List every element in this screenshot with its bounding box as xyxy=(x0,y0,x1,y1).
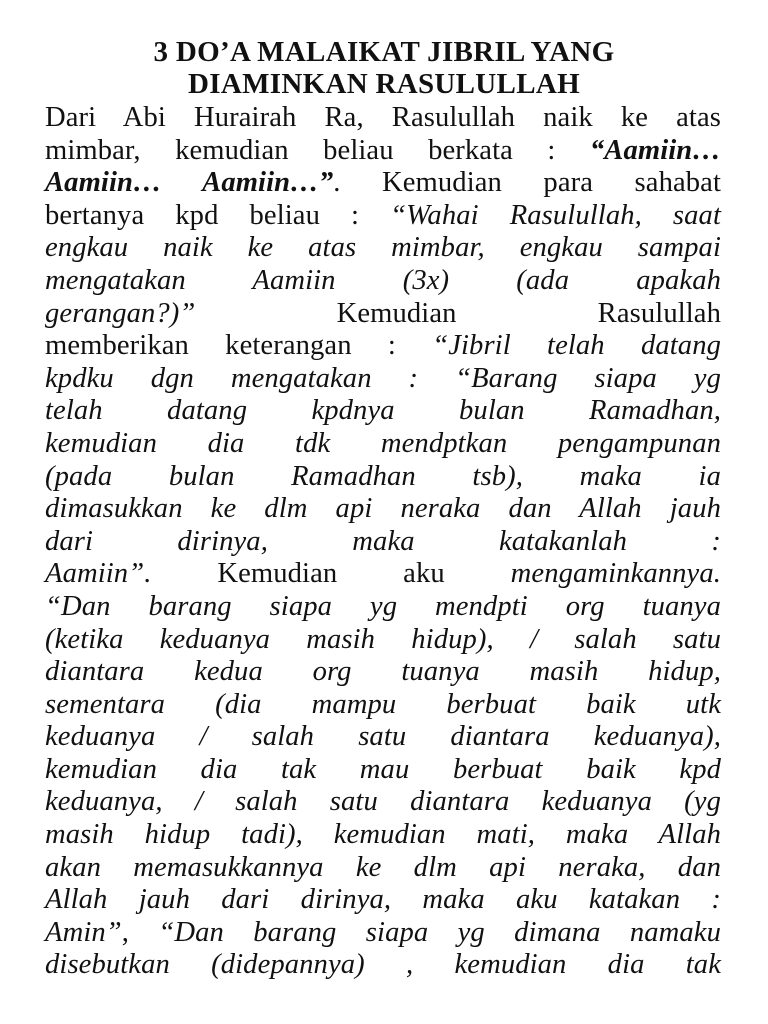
text-run: (ketika keduanya masih hidup), / salah satu xyxy=(45,623,721,655)
title-line-1: 3 DO’A MALAIKAT JIBRIL YANG xyxy=(153,36,615,68)
text-run: “Jibril telah datang xyxy=(432,330,722,362)
text-line xyxy=(45,135,721,168)
text-run: Allah jauh dari dirinya, maka aku katakan : xyxy=(45,884,721,916)
text-run: “Aamiin… xyxy=(589,134,721,166)
text-line xyxy=(45,428,721,461)
text-line xyxy=(45,689,721,722)
text-run: gerangan?)” xyxy=(45,297,196,329)
text-run: mimbar, kemudian beliau berkata : xyxy=(45,134,590,166)
body-paragraph xyxy=(45,102,721,982)
text-line xyxy=(45,754,721,787)
document-title xyxy=(0,0,768,100)
text-run: Dari Abi Hurairah Ra, Rasulullah naik ke atas xyxy=(45,102,721,133)
text-run: telah datang kpdnya bulan Ramadhan, xyxy=(45,395,721,427)
text-run: “Dan barang siapa yg mendpti org tuanya xyxy=(45,590,721,622)
text-run: mengaminkannya. xyxy=(510,558,721,590)
text-line xyxy=(45,624,721,657)
text-line xyxy=(45,786,721,819)
text-run: sementara (dia mampu berbuat baik utk xyxy=(45,688,721,720)
text-line xyxy=(45,819,721,852)
text-run: bertanya kpd beliau : xyxy=(45,199,391,231)
text-line xyxy=(45,200,721,233)
text-line xyxy=(45,102,721,135)
text-run: Amin” xyxy=(45,916,122,948)
text-run: kemudian dia tdk mendptkan pengampunan xyxy=(45,427,721,459)
text-run: . Kemudian para sahabat xyxy=(333,167,721,199)
text-run: dari dirinya, maka katakanlah : xyxy=(45,525,721,557)
text-run: , xyxy=(121,916,159,948)
text-line xyxy=(45,656,721,689)
text-run: keduanya, / salah satu diantara keduanya (yg xyxy=(45,786,721,818)
text-run: diantara kedua org tuanya masih hidup, xyxy=(45,656,721,688)
text-line xyxy=(45,330,721,363)
text-line xyxy=(45,591,721,624)
text-line xyxy=(45,526,721,559)
text-line xyxy=(45,558,721,591)
text-line xyxy=(45,852,721,885)
text-run: akan memasukkannya ke dlm api neraka, dan xyxy=(45,851,721,883)
text-line xyxy=(45,167,721,200)
text-run: kpdku dgn mengatakan : “Barang siapa yg xyxy=(45,362,721,394)
text-run: dimasukkan ke dlm api neraka dan Allah jauh xyxy=(45,493,721,525)
text-run: masih hidup tadi), kemudian mati, maka Allah xyxy=(45,819,721,851)
text-line xyxy=(45,298,721,331)
text-run: engkau naik ke atas mimbar, engkau sampai xyxy=(45,232,721,264)
text-line xyxy=(45,493,721,526)
text-run: Aamiin”. xyxy=(45,558,152,590)
text-line xyxy=(45,949,721,982)
text-run: keduanya / salah satu diantara keduanya), xyxy=(45,721,721,753)
text-run: kemudian dia tak mau berbuat baik kpd xyxy=(45,753,721,785)
text-run: mengatakan Aamiin (3x) (ada apakah xyxy=(45,264,721,296)
text-run: Kemudian aku xyxy=(151,558,511,590)
text-run: memberikan keterangan : xyxy=(45,330,433,362)
text-line xyxy=(45,363,721,396)
text-run: (pada bulan Ramadhan tsb), maka ia xyxy=(45,460,721,492)
text-line xyxy=(45,395,721,428)
text-run: “Wahai Rasulullah, saat xyxy=(390,199,721,231)
title-line-2: DIAMINKAN RASULULLAH xyxy=(188,68,580,100)
text-run: “Dan barang siapa yg dimana namaku xyxy=(158,916,721,948)
text-line xyxy=(45,884,721,917)
text-line xyxy=(45,917,721,950)
text-line xyxy=(45,265,721,298)
text-run: disebutkan (didepannya) , kemudian dia tak xyxy=(45,949,721,981)
text-line xyxy=(45,232,721,265)
text-run: Kemudian Rasulullah xyxy=(195,297,721,329)
text-line xyxy=(45,461,721,494)
text-line xyxy=(45,721,721,754)
text-run: Aamiin… Aamiin…” xyxy=(45,167,334,199)
